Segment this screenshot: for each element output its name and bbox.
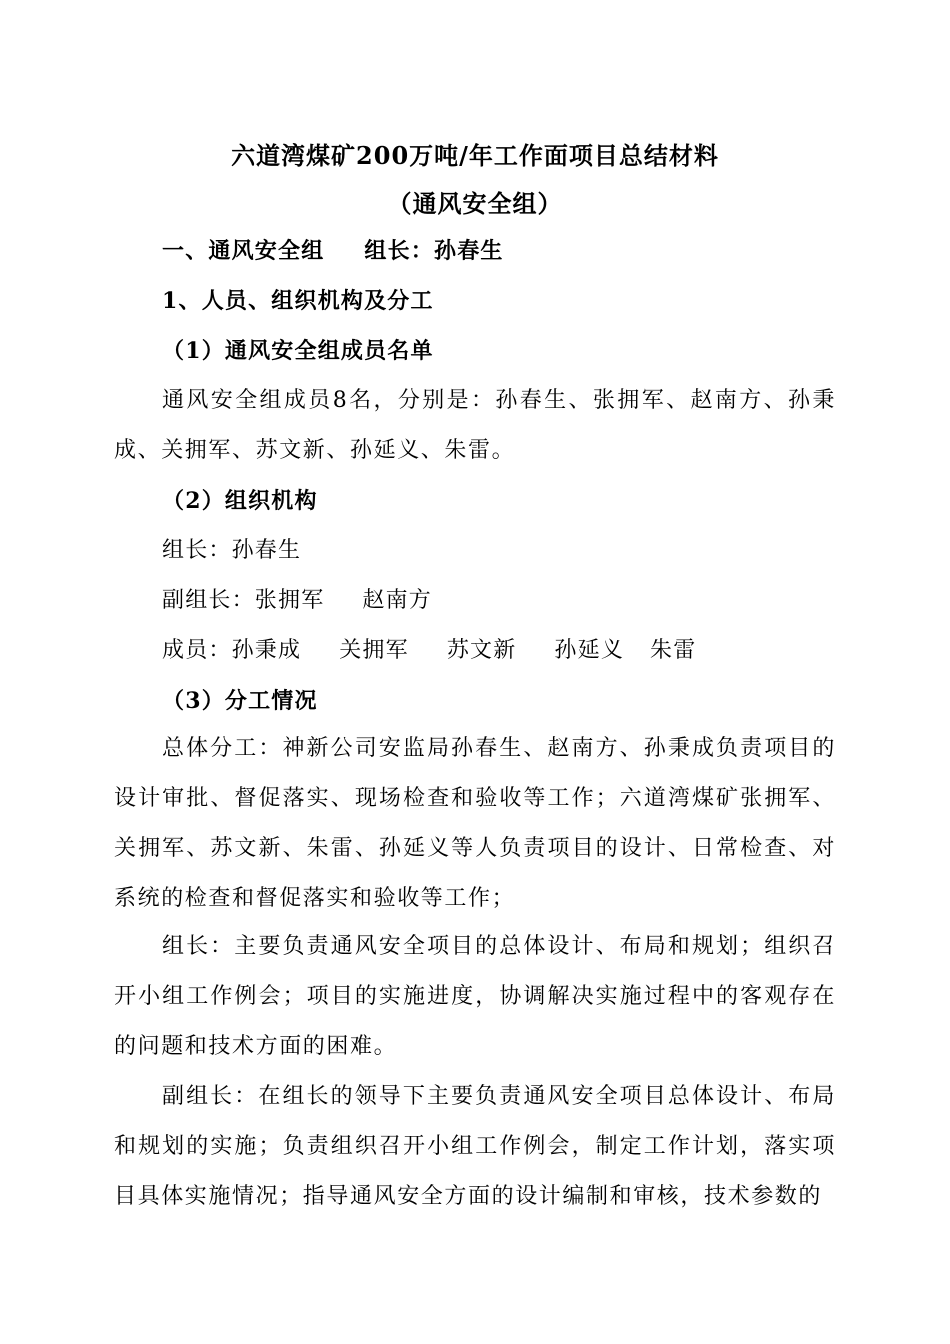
deputy-duty-paragraph: 副组长：在组长的领导下主要负责通风安全项目总体设计、布局和规划的实施；负责组织召开小组工作例会，制定工作计划，落实项目具体实施情况；指导通风安全方面的设计编制和审核，技术参数的	[114, 1084, 836, 1209]
section-heading	[114, 236, 884, 266]
member-5: 朱雷	[650, 638, 697, 663]
item3-heading: （3）分工情况	[162, 688, 318, 714]
member-3: 苏文新	[446, 638, 517, 663]
members-label: 成员：孙秉成	[162, 638, 302, 663]
member-4: 孙延义	[554, 638, 625, 663]
leader-duty-paragraph: 组长：主要负责通风安全项目的总体设计、布局和规划；组织召开小组工作例会；项目的实施进度，协调解决实施过程中的客观存在的问题和技术方面的困难。	[114, 934, 836, 1059]
deputy-2: 赵南方	[362, 588, 433, 613]
section-heading-left: 一、通风安全组	[162, 238, 325, 264]
document-subtitle: （通风安全组）	[387, 189, 563, 218]
members-line	[114, 636, 884, 666]
document-title: 六道湾煤矿200万吨/年工作面项目总结材料	[231, 141, 719, 170]
member-2: 关拥军	[339, 638, 409, 663]
item2-heading: （2）组织机构	[162, 488, 318, 514]
deputy-line	[114, 586, 884, 616]
item1-text: 通风安全组成员8名，分别是：孙春生、张拥军、赵南方、孙秉成、关拥军、苏文新、孙延义、朱雷。	[114, 388, 836, 463]
deputy-label: 副组长：张拥军	[162, 588, 325, 613]
leader-line: 组长：孙春生	[162, 538, 302, 563]
overall-duty-paragraph: 总体分工：神新公司安监局孙春生、赵南方、孙秉成负责项目的设计审批、督促落实、现场检查和验收等工作；六道湾煤矿张拥军、关拥军、苏文新、朱雷、孙延义等人负责项目的设计、日常检查、对系统的检查和督促落实和验收等工作；	[114, 736, 836, 911]
subsection-heading: 1、人员、组织机构及分工	[162, 288, 434, 314]
section-heading-right: 组长：孙春生	[364, 238, 504, 264]
item1-heading: （1）通风安全组成员名单	[162, 338, 434, 364]
